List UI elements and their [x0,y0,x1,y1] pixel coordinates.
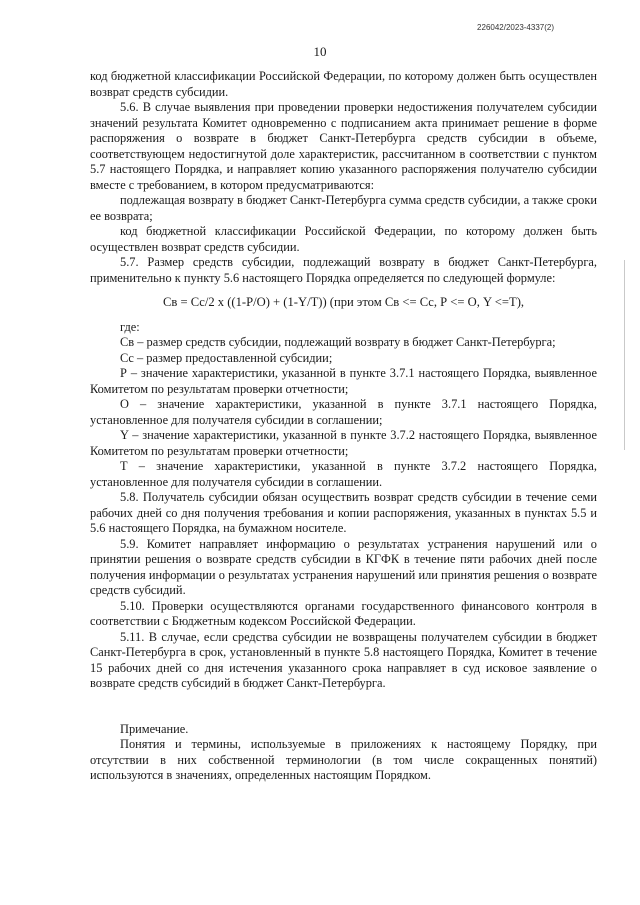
clause: 5.9. Комитет направляет информацию о результатах устранения нарушений или о принятии решения о возврате средств субсидии в КГФК в течение пяти рабочих дней после получения информации о результатах устранения нарушений или принятия решения о возврате средств субсидий. [90,536,597,597]
definition: Т – значение характеристики, указанной в пункте 3.7.2 настоящего Порядка, установленное для получателя субсидии в соглашении. [90,459,597,489]
definition: Р – значение характеристики, указанной в пункте 3.7.1 настоящего Порядка, выявленное Комитетом по результатам проверки отчетности; [90,366,597,396]
page-number: 10 [313,44,327,59]
definition: Св – размер средств субсидии, подлежащий возврату в бюджет Санкт-Петербурга; [120,335,556,349]
definition: Y – значение характеристики, указанной в пункте 3.7.2 настоящего Порядка, выявленное Комитетом по результатам проверки отчетности; [90,428,597,458]
clause: 5.8. Получатель субсидии обязан осуществить возврат средств субсидии в течение семи рабочих дней со дня получения требования и копии распоряжения, указанных в пунктах 5.5 и 5.6 настоящего Порядка, на бумажном носителе. [90,490,597,535]
note-heading: Примечание. [120,721,189,736]
where-label: где: [120,319,140,334]
paragraph: код бюджетной классификации Российской Федерации, по которому должен быть осуществлен возврат средств субсидии. [90,224,597,254]
paragraph: код бюджетной классификации Российской Федерации, по которому должен быть осуществлен возврат средств субсидии. [90,69,597,99]
refund-formula: Св = Сс/2 х ((1-Р/О) + (1-Y/Т)) (при этом Св <= Сс, Р <= О, Y <=Т), [162,295,525,309]
clause: 5.11. В случае, если средства субсидии не возвращены получателем субсидии в бюджет Санкт-Петербурга в срок, установленный в пункте 5.8 настоящего Порядка, Комитет в течение 15 рабочих дней со дня истечения указанного срока направляет в суд исковое заявление о возврате средств субсидий в бюджет Санкт-Петербурга. [90,629,597,690]
document-id: 226042/2023-4337(2) [477,23,554,32]
note-text: Понятия и термины, используемые в приложениях к настоящему Порядку, при отсутствии в них собственной терминологии (в том числе сокращенных понятий) используются в значениях, определенных настоящим Порядком. [90,737,597,782]
clause: 5.10. Проверки осуществляются органами государственного финансового контроля в соответствии с Бюджетным кодексом Российской Федерации. [90,598,597,628]
definition: О – значение характеристики, указанной в пункте 3.7.1 настоящего Порядка, установленное для получателя субсидии в соглашении; [90,397,597,427]
paragraph: 5.6. В случае выявления при проведении проверки недостижения получателем субсидии значений результата Комитет одновременно с подписанием акта принимает решение в форме распоряжения о возврате в бюджет Санкт-Петербурга средств субсидии в объеме, соответствующем недостигнутой доле характеристик, рассчитанном в соответствии с пунктом 5.7 настоящего Порядка, и направляет копию указанного распоряжения получателю субсидии вместе с требованием, в котором предусматриваются: [90,100,597,192]
definition: Сс – размер предоставленной субсидии; [120,350,333,365]
scan-margin-mark [624,260,625,450]
paragraph: подлежащая возврату в бюджет Санкт-Петербурга сумма средств субсидии, а также сроки ее возврата; [90,193,597,223]
paragraph: 5.7. Размер средств субсидии, подлежащий возврату в бюджет Санкт-Петербурга, применительно к пункту 5.6 настоящего Порядка определяется по следующей формуле: [90,255,597,285]
document-body [90,69,597,784]
